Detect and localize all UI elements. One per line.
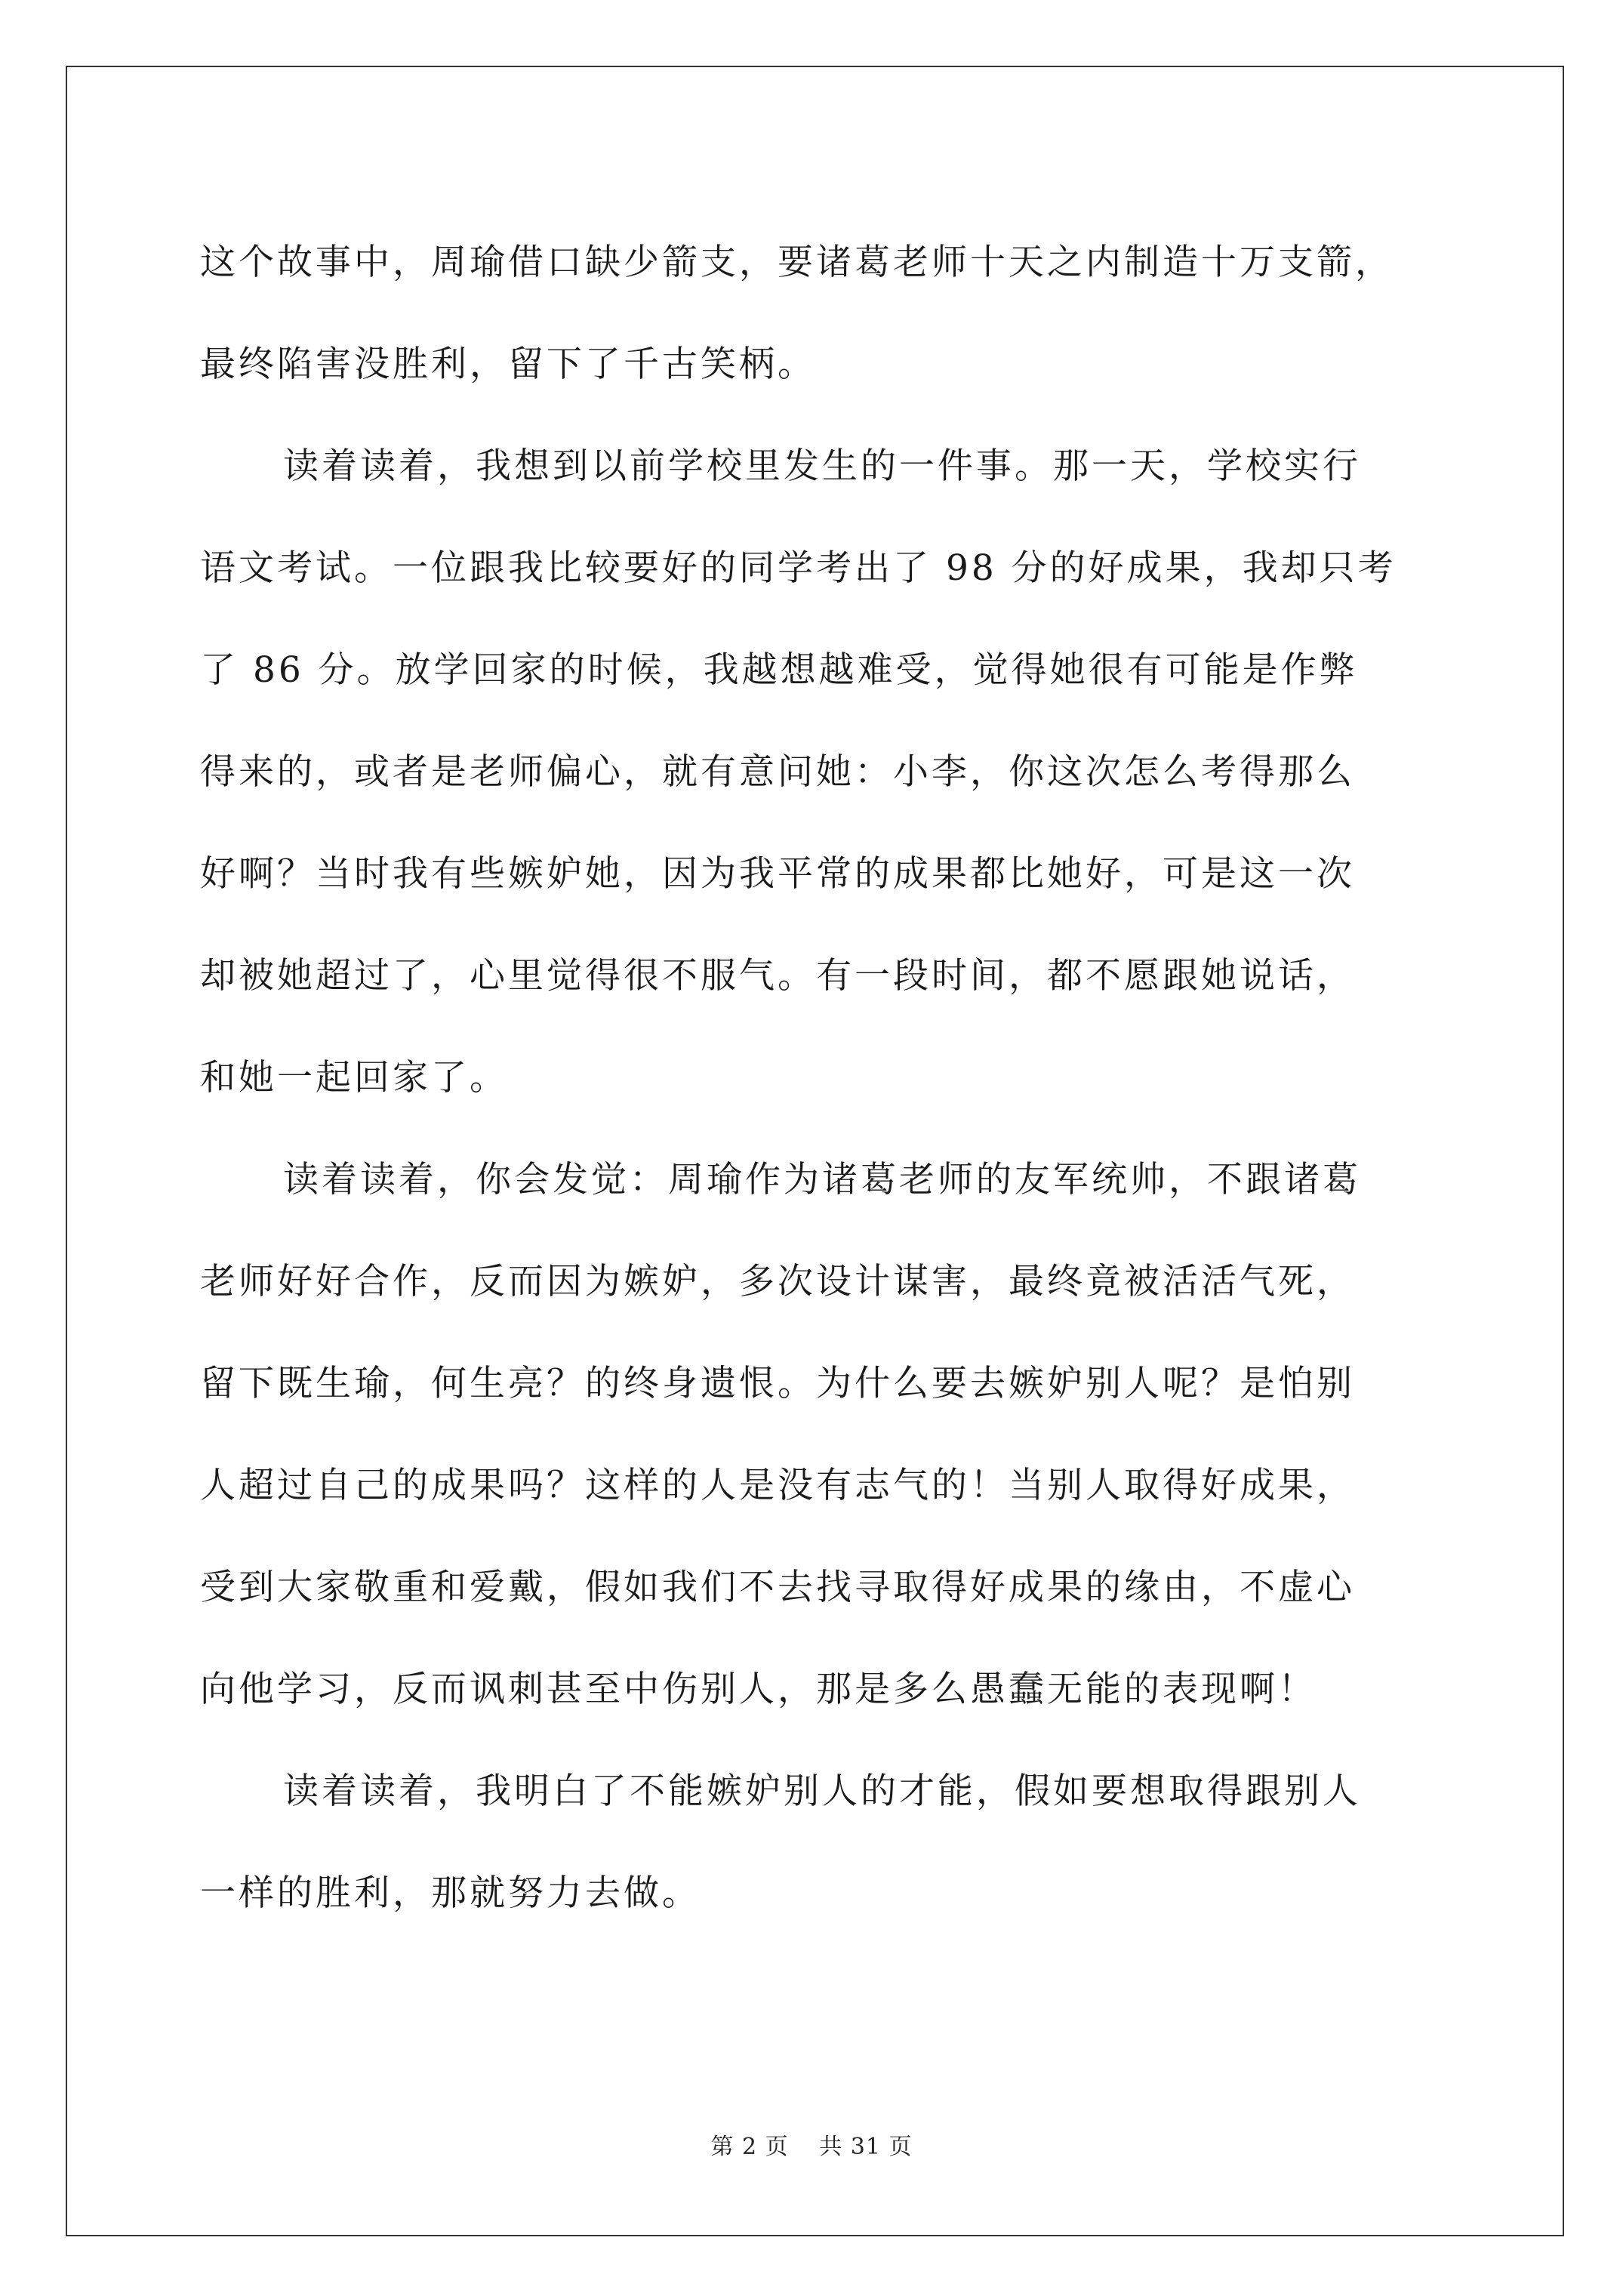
- page-number: 第 2 页: [710, 2134, 789, 2160]
- text-line: 最终陷害没胜利，留下了千古笑柄。: [200, 344, 816, 385]
- text-line: 受到大家敬重和爱戴，假如我们不去找寻取得好成果的缘由，不虚心: [200, 1567, 1355, 1608]
- text-line: 了 86 分。放学回家的时候，我越想越难受，觉得她很有可能是作弊: [200, 649, 1358, 691]
- text-line: 人超过自己的成果吗？这样的人是没有志气的！当别人取得好成果，: [200, 1465, 1355, 1506]
- text-line: 和她一起回家了。: [200, 1057, 508, 1099]
- text-line: 读着读着，我想到以前学校里发生的一件事。那一天，学校实行: [283, 445, 1361, 487]
- text-line: 读着读着，你会发觉：周瑜作为诸葛老师的友军统帅，不跟诸葛: [283, 1159, 1361, 1200]
- page-footer: [0, 2128, 1623, 2161]
- paragraph-4: [200, 1740, 1434, 1944]
- text-line: 好啊？当时我有些嫉妒她，因为我平常的成果都比她好，可是这一次: [200, 853, 1355, 895]
- paragraph-1: [200, 211, 1434, 415]
- paragraph-2: [200, 415, 1434, 1129]
- paragraph-3: [200, 1129, 1434, 1740]
- text-line: 读着读着，我明白了不能嫉妒别人的才能，假如要想取得跟别人: [283, 1771, 1361, 1812]
- text-line: 却被她超过了，心里觉得很不服气。有一段时间，都不愿跟她说话，: [200, 955, 1355, 997]
- text-line: 老师好好合作，反而因为嫉妒，多次设计谋害，最终竟被活活气死，: [200, 1261, 1355, 1302]
- text-line: 这个故事中，周瑜借口缺少箭支，要诸葛老师十天之内制造十万支箭，: [200, 242, 1394, 283]
- page-total: 共 31 页: [819, 2134, 913, 2160]
- text-line: 一样的胜利，那就努力去做。: [200, 1872, 701, 1914]
- text-line: 向他学习，反而讽刺甚至中伤别人，那是多么愚蠢无能的表现啊！: [200, 1669, 1317, 1710]
- text-line: 语文考试。一位跟我比较要好的同学考出了 98 分的好成果，我却只考: [200, 547, 1397, 589]
- text-line: 留下既生瑜，何生亮？的终身遗恨。为什么要去嫉妒别人呢？是怕别: [200, 1363, 1355, 1404]
- text-line: 得来的，或者是老师偏心，就有意问她：小李，你这次怎么考得那么: [200, 751, 1355, 793]
- document-body: [200, 211, 1434, 1944]
